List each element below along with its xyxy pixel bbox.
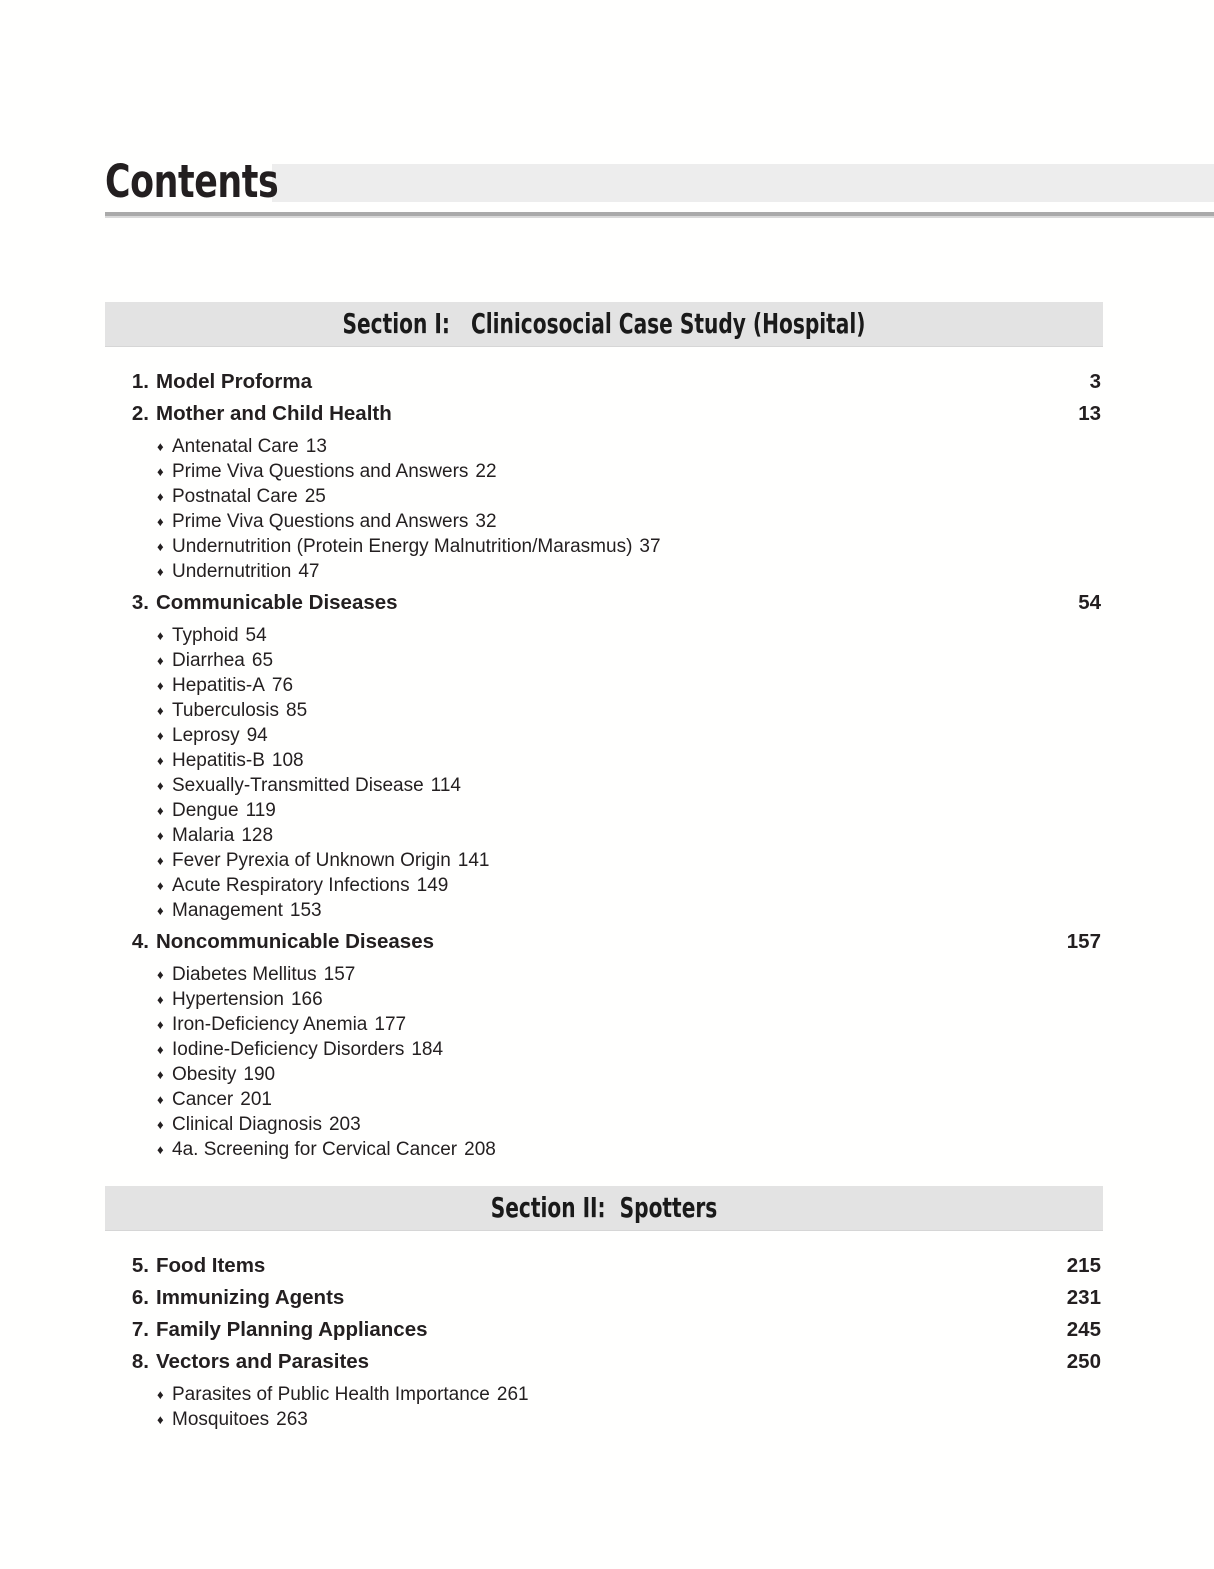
chapter-page-number: 215 — [1066, 1254, 1101, 1277]
diamond-bullet-icon: ♦ — [157, 514, 164, 529]
subentry-row[interactable] — [105, 698, 1103, 723]
subentry-row[interactable] — [105, 509, 1103, 534]
subentry-row[interactable] — [105, 748, 1103, 773]
subentry-title[interactable]: Leprosy — [172, 725, 240, 746]
subentry-row[interactable] — [105, 1407, 1103, 1432]
subentry-page-number: 114 — [430, 775, 461, 796]
diamond-bullet-icon: ♦ — [157, 539, 164, 554]
page-title: Contents — [105, 155, 279, 208]
diamond-bullet-icon: ♦ — [157, 489, 164, 504]
chapter-number: 3. — [131, 591, 149, 614]
chapter-entry[interactable] — [105, 370, 1103, 402]
subentry-page-number: 37 — [639, 536, 661, 557]
masthead-decorative-bar — [272, 164, 1214, 202]
chapter-entry[interactable] — [105, 1254, 1103, 1286]
subentry-row[interactable] — [105, 1137, 1103, 1162]
subentry-row[interactable] — [105, 987, 1103, 1012]
subentry-page-number: 201 — [240, 1089, 272, 1110]
subentry-title[interactable]: Acute Respiratory Infections — [172, 875, 410, 896]
diamond-bullet-icon: ♦ — [157, 1092, 164, 1107]
subentry-title[interactable]: Undernutrition (Protein Energy Malnutrition/Marasmus) — [172, 536, 633, 557]
diamond-bullet-icon: ♦ — [157, 703, 164, 718]
subentry-title[interactable]: Dengue — [172, 800, 239, 821]
subentry-page-number: 85 — [286, 700, 308, 721]
subentry-page-number: 261 — [496, 1384, 529, 1405]
subentry-title[interactable]: Clinical Diagnosis — [172, 1114, 322, 1135]
subentry-row[interactable] — [105, 798, 1103, 823]
diamond-bullet-icon: ♦ — [157, 1142, 164, 1157]
subentry-title[interactable]: Sexually-Transmitted Disease — [172, 775, 424, 796]
diamond-bullet-icon: ♦ — [157, 678, 164, 693]
subentry-title[interactable]: Parasites of Public Health Importance — [172, 1384, 490, 1405]
subentry-page-number: 65 — [251, 650, 274, 671]
subentry-row[interactable] — [105, 484, 1103, 509]
diamond-bullet-icon: ♦ — [157, 653, 164, 668]
diamond-bullet-icon: ♦ — [157, 1067, 164, 1082]
subentry-row[interactable] — [105, 534, 1103, 559]
diamond-bullet-icon: ♦ — [157, 1042, 164, 1057]
chapter-number: 5. — [131, 1254, 149, 1277]
diamond-bullet-icon: ♦ — [157, 853, 164, 868]
subentry-row[interactable] — [105, 673, 1103, 698]
diamond-bullet-icon: ♦ — [157, 1412, 164, 1427]
chapter-heading-row[interactable] — [105, 370, 1103, 402]
subentry-title[interactable]: Management — [172, 900, 283, 921]
subentry-page-number: 94 — [246, 725, 268, 746]
subentry-page-number: 108 — [271, 750, 304, 771]
subentry-page-number: 141 — [457, 850, 490, 871]
chapter-number: 1. — [131, 370, 149, 393]
subentry-page-number: 47 — [298, 561, 320, 582]
chapter-number: 8. — [131, 1350, 149, 1373]
diamond-bullet-icon: ♦ — [157, 828, 164, 843]
diamond-bullet-icon: ♦ — [157, 1017, 164, 1032]
chapter-title[interactable]: Vectors and Parasites — [156, 1350, 370, 1373]
chapter-number: 4. — [131, 930, 149, 953]
diamond-bullet-icon: ♦ — [157, 1387, 164, 1402]
chapter-list-1 — [105, 370, 1103, 1169]
chapter-entry[interactable] — [105, 591, 1103, 923]
subentry-row[interactable] — [105, 773, 1103, 798]
subentry-title[interactable]: 4a. Screening for Cervical Cancer — [172, 1139, 458, 1160]
subentry-page-number: 166 — [290, 989, 323, 1010]
chapter-page-number: 157 — [1066, 930, 1101, 953]
chapter-title[interactable]: Mother and Child Health — [156, 402, 392, 425]
diamond-bullet-icon: ♦ — [157, 1117, 164, 1132]
diamond-bullet-icon: ♦ — [157, 803, 164, 818]
subentry-title[interactable]: Mosquitoes — [172, 1409, 270, 1430]
subentry-row[interactable] — [105, 848, 1103, 873]
subentry-title[interactable]: Diabetes Mellitus — [172, 964, 317, 985]
subentry-page-number: 128 — [241, 825, 274, 846]
subentry-title[interactable]: Hepatitis-B — [172, 750, 265, 771]
chapter-page-number: 13 — [1078, 402, 1101, 425]
chapter-page-number: 231 — [1066, 1286, 1101, 1309]
chapter-entry[interactable] — [105, 402, 1103, 584]
subentry-title[interactable]: Undernutrition — [172, 561, 292, 582]
subentry-page-number: 184 — [411, 1039, 444, 1060]
chapter-heading-row[interactable] — [105, 1254, 1103, 1286]
chapter-title[interactable]: Immunizing Agents — [156, 1286, 345, 1309]
subentry-page-number: 54 — [245, 625, 267, 646]
chapter-entry[interactable] — [105, 1350, 1103, 1432]
chapter-title[interactable]: Family Planning Appliances — [156, 1318, 428, 1341]
chapter-number: 2. — [131, 402, 149, 425]
masthead — [0, 156, 1214, 218]
subentry-page-number: 263 — [276, 1409, 308, 1430]
diamond-bullet-icon: ♦ — [157, 439, 164, 454]
subentry-row[interactable] — [105, 823, 1103, 848]
diamond-bullet-icon: ♦ — [157, 753, 164, 768]
chapter-title[interactable]: Communicable Diseases — [156, 591, 398, 614]
section-header-1 — [105, 302, 1103, 347]
subentry-title[interactable]: Prime Viva Questions and Answers — [172, 511, 469, 532]
chapter-heading-row[interactable] — [105, 1286, 1103, 1318]
section-header-2 — [105, 1186, 1103, 1231]
diamond-bullet-icon: ♦ — [157, 564, 164, 579]
subentry-page-number: 22 — [475, 461, 497, 482]
chapter-heading-row[interactable] — [105, 1350, 1103, 1382]
chapter-number: 7. — [131, 1318, 149, 1341]
subentry-title[interactable]: Typhoid — [172, 625, 239, 646]
chapter-list-2 — [105, 1254, 1103, 1439]
subentry-title[interactable]: Iodine-Deficiency Disorders — [172, 1039, 405, 1060]
chapter-page-number: 3 — [1089, 370, 1101, 393]
subentry-row[interactable] — [105, 459, 1103, 484]
subentry-row[interactable] — [105, 873, 1103, 898]
subentry-title[interactable]: Obesity — [172, 1064, 237, 1085]
subentry-page-number: 25 — [304, 486, 326, 507]
subentry-title[interactable]: Hypertension — [172, 989, 284, 1010]
diamond-bullet-icon: ♦ — [157, 778, 164, 793]
chapter-entry[interactable] — [105, 1318, 1103, 1350]
subentry-row[interactable] — [105, 1062, 1103, 1087]
subentry-title[interactable]: Prime Viva Questions and Answers — [172, 461, 469, 482]
subentry-row[interactable] — [105, 434, 1103, 459]
chapter-heading-row[interactable] — [105, 402, 1103, 434]
chapter-heading-row[interactable] — [105, 930, 1103, 962]
subentry-row[interactable] — [105, 623, 1103, 648]
chapter-title[interactable]: Noncommunicable Diseases — [156, 930, 434, 953]
chapter-title[interactable]: Model Proforma — [156, 370, 313, 393]
subentry-page-number: 177 — [374, 1014, 407, 1035]
chapter-page-number: 250 — [1066, 1350, 1101, 1373]
diamond-bullet-icon: ♦ — [157, 878, 164, 893]
subentry-row[interactable] — [105, 898, 1103, 923]
chapter-page-number: 54 — [1078, 591, 1101, 614]
subentry-page-number: 149 — [416, 875, 449, 896]
masthead-rule — [105, 212, 1214, 218]
subentry-title[interactable]: Tuberculosis — [172, 700, 280, 721]
diamond-bullet-icon: ♦ — [157, 992, 164, 1007]
subentry-row[interactable] — [105, 559, 1103, 584]
subentry-row[interactable] — [105, 1087, 1103, 1112]
chapter-heading-row[interactable] — [105, 591, 1103, 623]
diamond-bullet-icon: ♦ — [157, 728, 164, 743]
subentry-title[interactable]: Malaria — [172, 825, 235, 846]
subentry-row[interactable] — [105, 1012, 1103, 1037]
diamond-bullet-icon: ♦ — [157, 464, 164, 479]
subentry-page-number: 153 — [289, 900, 322, 921]
section-header-label: Section I: Clinicosocial Case Study (Hospital) — [342, 307, 866, 340]
section-header-label: Section II: Spotters — [490, 1191, 718, 1224]
subentry-title[interactable]: Antenatal Care — [172, 436, 299, 457]
diamond-bullet-icon: ♦ — [157, 967, 164, 982]
subentry-row[interactable] — [105, 1112, 1103, 1137]
subentry-page-number: 119 — [245, 800, 276, 821]
diamond-bullet-icon: ♦ — [157, 628, 164, 643]
subentry-title[interactable]: Hepatitis-A — [172, 675, 265, 696]
subentry-page-number: 190 — [243, 1064, 276, 1085]
subentry-title[interactable]: Diarrhea — [172, 650, 245, 671]
subentry-page-number: 32 — [475, 511, 497, 532]
subentry-title[interactable]: Cancer — [172, 1089, 234, 1110]
subentry-page-number: 76 — [271, 675, 294, 696]
subentry-page-number: 203 — [328, 1114, 361, 1135]
subentry-page-number: 13 — [305, 436, 327, 457]
subentry-title[interactable]: Iron-Deficiency Anemia — [172, 1014, 368, 1035]
subentry-page-number: 208 — [464, 1139, 496, 1160]
subentry-row[interactable] — [105, 1382, 1103, 1407]
subentry-row[interactable] — [105, 1037, 1103, 1062]
subentry-row[interactable] — [105, 648, 1103, 673]
subentry-page-number: 157 — [323, 964, 356, 985]
chapter-number: 6. — [131, 1286, 149, 1309]
chapter-heading-row[interactable] — [105, 1318, 1103, 1350]
subentry-row[interactable] — [105, 723, 1103, 748]
subentry-row[interactable] — [105, 962, 1103, 987]
chapter-entry[interactable] — [105, 930, 1103, 1162]
subentry-title[interactable]: Postnatal Care — [172, 486, 298, 507]
chapter-entry[interactable] — [105, 1286, 1103, 1318]
subentry-title[interactable]: Fever Pyrexia of Unknown Origin — [172, 850, 451, 871]
diamond-bullet-icon: ♦ — [157, 903, 164, 918]
chapter-page-number: 245 — [1066, 1318, 1101, 1341]
chapter-title[interactable]: Food Items — [156, 1254, 266, 1277]
